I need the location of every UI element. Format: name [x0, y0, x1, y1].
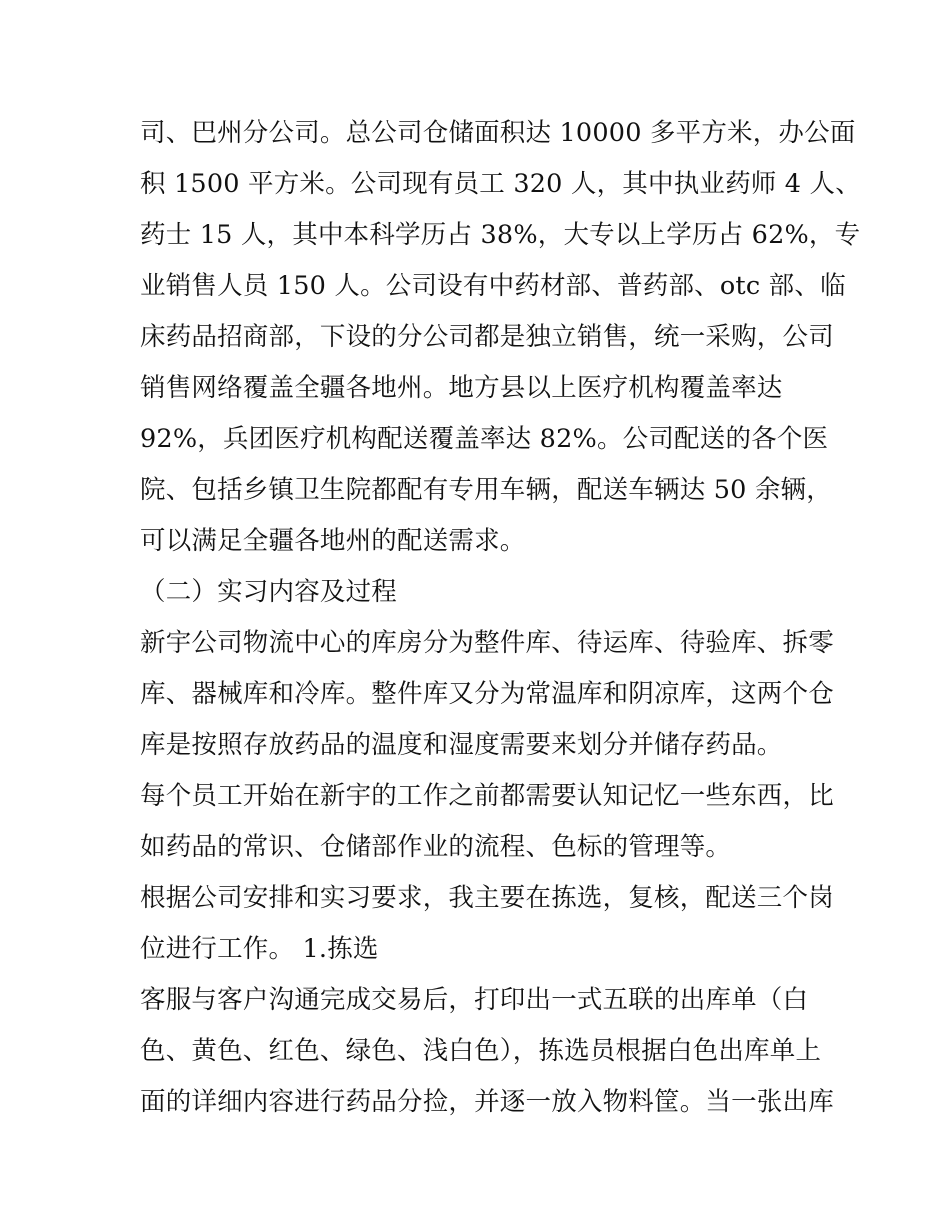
- text-line: 面的详细内容进行药品分捡，并逐一放入物料筐。当一张出库: [140, 1087, 834, 1117]
- text-line: 院、包括乡镇卫生院都配有专用车辆，配送车辆达 50 余辆，: [140, 475, 832, 505]
- text-line: 可以满足全疆各地州的配送需求。: [140, 526, 526, 556]
- text-line: 新宇公司物流中心的库房分为整件库、待运库、待验库、拆零: [140, 628, 834, 658]
- body-text: [140, 108, 861, 1128]
- text-line: 根据公司安排和实习要求，我主要在拣选，复核，配送三个岗: [140, 883, 834, 913]
- text-line: 销售网络覆盖全疆各地州。地方县以上医疗机构覆盖率达: [140, 373, 783, 403]
- text-line: 客服与客户沟通完成交易后，打印出一式五联的出库单（白: [140, 985, 809, 1015]
- text-line: 位进行工作。 1.拣选: [140, 934, 379, 964]
- text-line: 92%，兵团医疗机构配送覆盖率达 82%。公司配送的各个医: [140, 424, 829, 454]
- section-heading: （二）实习内容及过程: [140, 577, 398, 607]
- text-line: 业销售人员 150 人。公司设有中药材部、普药部、otc 部、临: [140, 271, 846, 301]
- text-line: 每个员工开始在新宇的工作之前都需要认知记忆一些东西，比: [140, 781, 834, 811]
- text-line: 床药品招商部，下设的分公司都是独立销售，统一采购，公司: [140, 322, 834, 352]
- text-line: 色、黄色、红色、绿色、浅白色），拣选员根据白色出库单上: [140, 1036, 822, 1066]
- text-line: 积 1500 平方米。公司现有员工 320 人，其中执业药师 4 人、: [140, 169, 861, 199]
- text-line: 库是按照存放药品的温度和湿度需要来划分并储存药品。: [140, 730, 783, 760]
- text-line: 司、巴州分公司。总公司仓储面积达 10000 多平方米，办公面: [140, 118, 856, 148]
- text-line: 库、器械库和冷库。整件库又分为常温库和阴凉库，这两个仓: [140, 679, 834, 709]
- text-line: 如药品的常识、仓储部作业的流程、色标的管理等。: [140, 832, 732, 862]
- text-line: 药士 15 人，其中本科学历占 38%，大专以上学历占 62%，专: [140, 220, 861, 250]
